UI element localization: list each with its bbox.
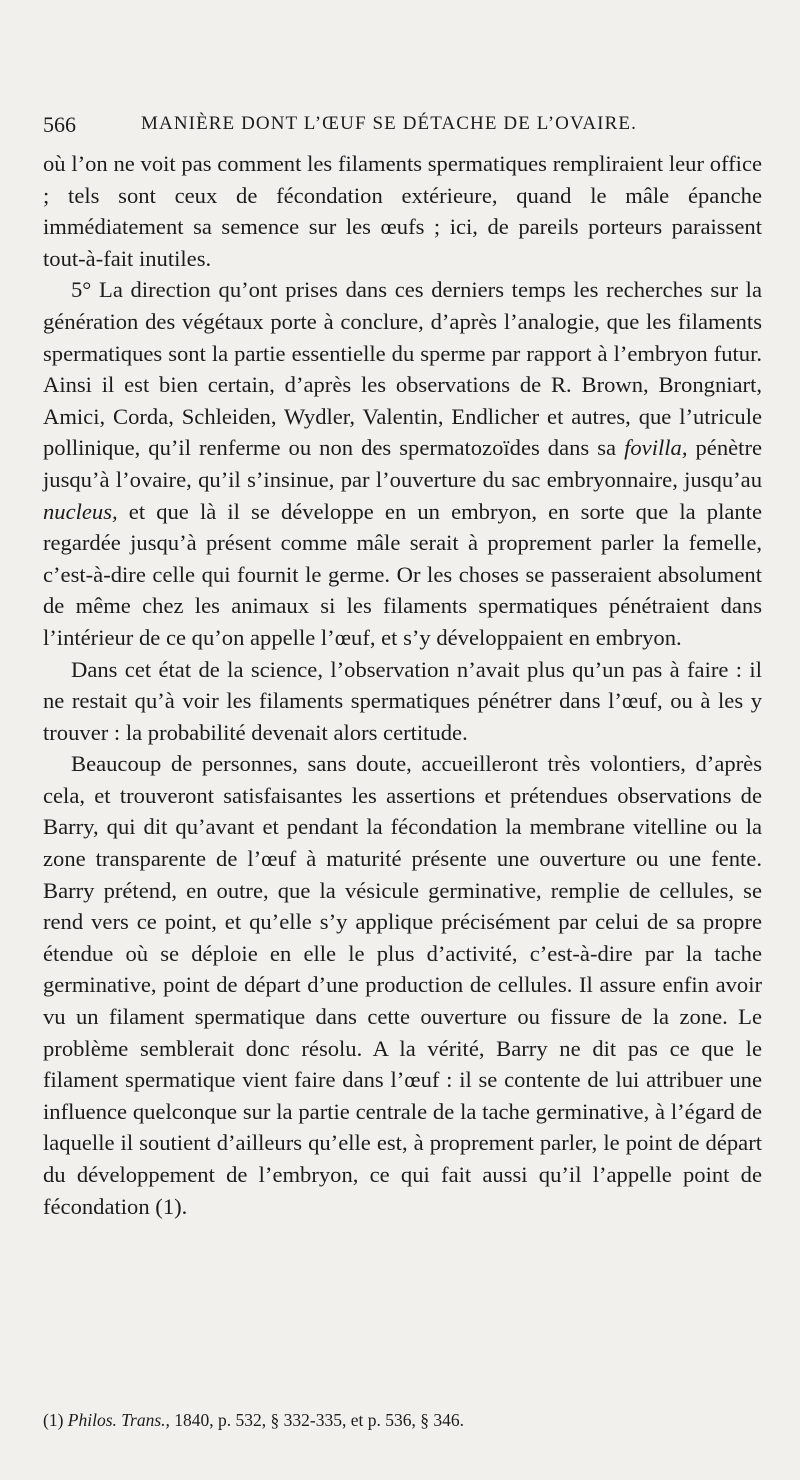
italic-term: nucleus,: [43, 498, 118, 524]
paragraph: 5° La direction qu’ont prises dans ces derniers temps les recherches sur la génération des végétaux porte à conclure, d’après l’analogie, que les filaments spermatiques sont la partie essentielle du sperme par rapport à l’embryon futur. Ainsi il est bien certain, d’après les observations de R. Brown, Brongniart, Amici, Corda, Schleiden, Wydler, Valentin, Endlicher et autres, que l’utricule pollinique, qu’il renferme ou non des spermatozoïdes dans sa fovilla, pénètre jusqu’à l’ovaire, qu’il s’insinue, par l’ouverture du sac embryonnaire, jusqu’au nucleus, et que là il se développe en un embryon, en sorte que la plante regardée jusqu’à présent comme mâle serait à proprement parler la femelle, c’est-à-dire celle qui fournit le germe. Or les choses se passeraient absolument de même chez les animaux si les filaments spermatiques pénétraient dans l’intérieur de ce qu’on appelle l’œuf, et s’y développaient en embryon.: [43, 277, 762, 650]
paragraph: Dans cet état de la science, l’observation n’avait plus qu’un pas à faire : il ne restait qu’à voir les filaments spermatiques pénétrer dans l’œuf, ou à les y trouver : la probabilité devenait alors certitude.: [43, 656, 762, 745]
footnote-marker: (1): [43, 1410, 64, 1430]
paragraph: où l’on ne voit pas comment les filaments spermatiques rempliraient leur office ; tels sont ceux de fécondation extérieure, quand le mâle épanche immédiatement sa semence sur les œufs ; ici, de pareils porteurs paraissent tout-à-fait inutiles.: [43, 151, 762, 271]
page-number: 566: [43, 112, 76, 137]
page-header: [43, 108, 763, 144]
paragraph: Beaucoup de personnes, sans doute, accueilleront très volontiers, d’après cela, et trouveront satisfaisantes les assertions et prétendues observations de Barry, qui dit qu’avant et pendant la fécondation la membrane vitelline ou la zone transparente de l’œuf à maturité présente une ouverture ou une fente. Barry prétend, en outre, que la vésicule germinative, remplie de cellules, se rend vers ce point, et qu’elle s’y applique précisément par celui de sa propre étendue où se déploie en elle le plus d’activité, c’est-à-dire par la tache germinative, point de départ d’une production de cellules. Il assure enfin avoir vu un filament spermatique dans cette ouverture ou fissure de la zone. Le problème semblerait donc résolu. A la vérité, Barry ne dit pas ce que le filament spermatique vient faire dans l’œuf : il se contente de lui attribuer une influence quelconque sur la partie centrale de la tache germinative, à l’égard de laquelle il soutient d’ailleurs qu’elle est, à proprement parler, le point de départ du développement de l’embryon, ce qui fait aussi qu’il l’appelle point de fécondation (1).: [43, 751, 762, 1219]
body-text: [43, 148, 762, 1222]
footnote-text: 1840, p. 532, § 332-335, et p. 536, § 346.: [169, 1410, 464, 1430]
italic-term: fovilla,: [624, 435, 688, 461]
footnote-citation: Philos. Trans.,: [67, 1410, 170, 1430]
footnote: [43, 1410, 763, 1431]
running-head: MANIÈRE DONT L’ŒUF SE DÉTACHE DE L’OVAIRE.: [141, 113, 637, 134]
